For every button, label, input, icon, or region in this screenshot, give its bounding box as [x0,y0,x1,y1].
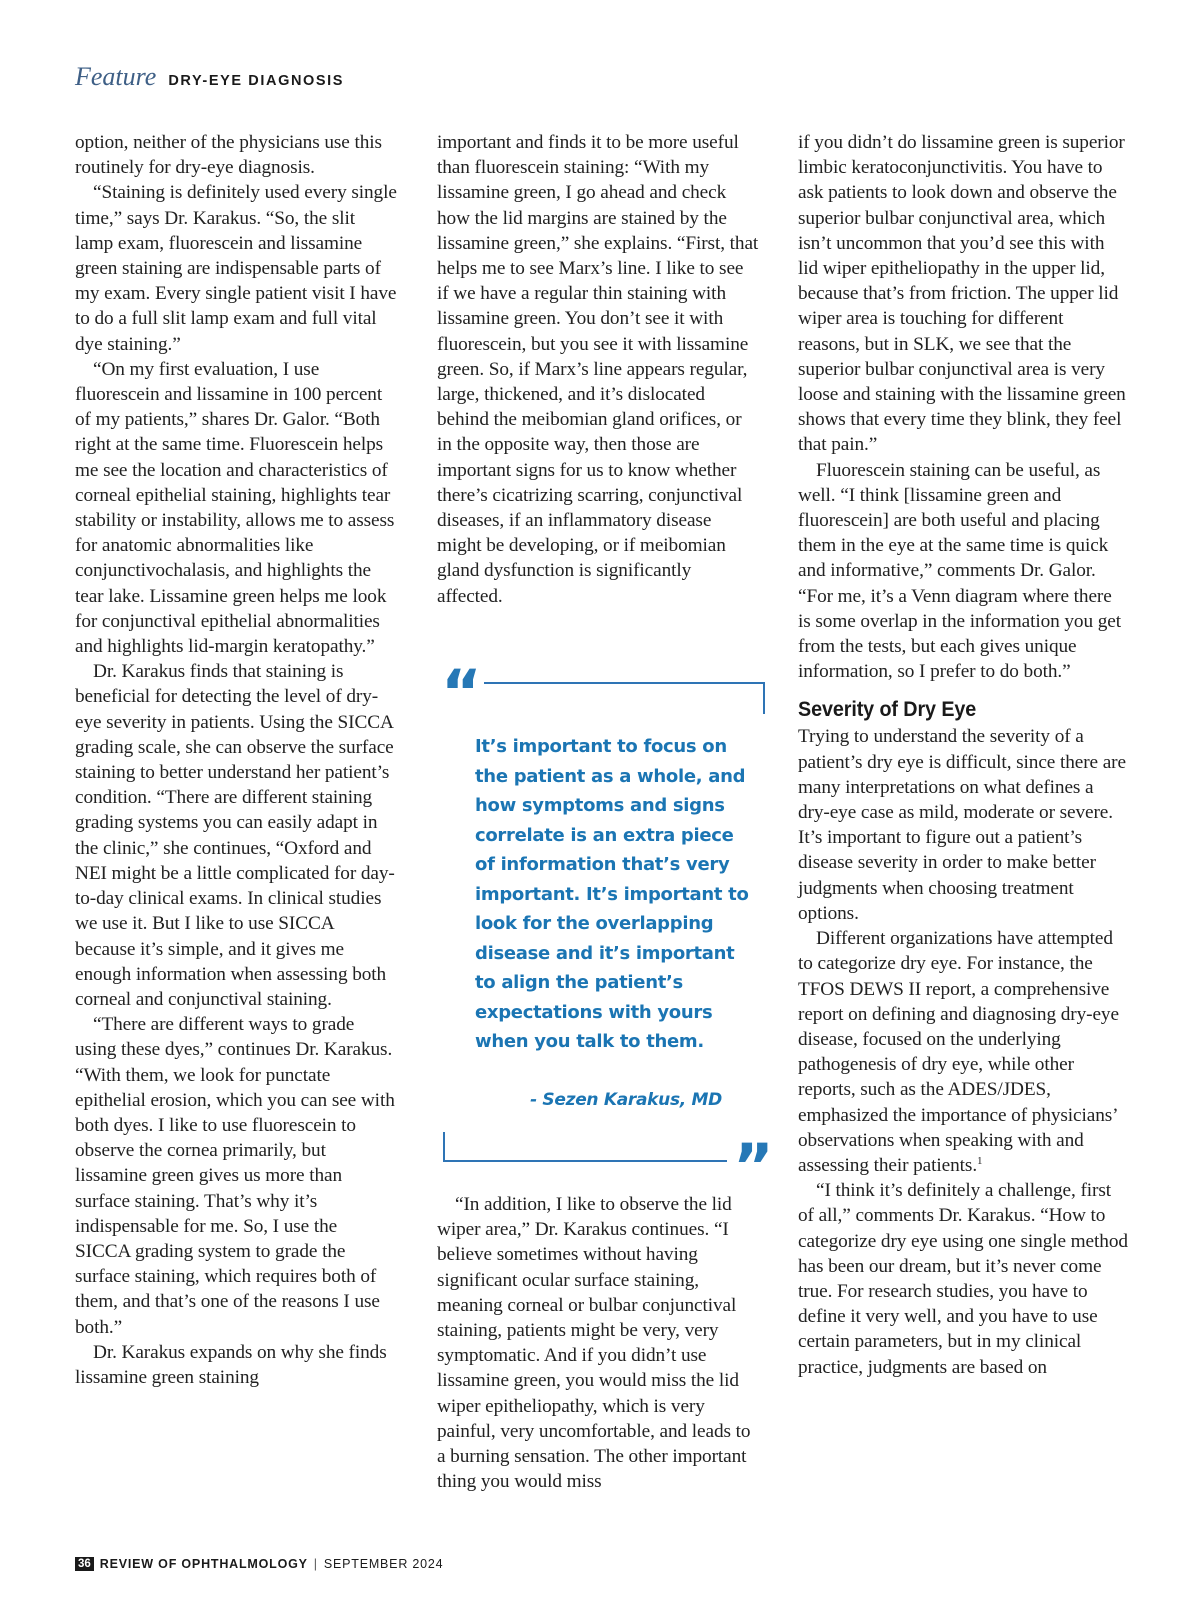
section-label: DRY-EYE DIAGNOSIS [168,73,345,89]
running-header [75,62,344,102]
paragraph-text: Different organizations have attempted to categorize dry eye. For instance, the TFOS DEWS II report, a comprehensive report on defining and diagnosing dry-eye disease, focused on the underlying pathogenesis of dry eye, while other reports, such as the ADES/JDES, emphasized the importance of physicians’ observations when speaking with and assessing their patients. [798,928,1119,1176]
paragraph: “There are different ways to grade using these dyes,” continues Dr. Karakus. “With them, we look for punctate epithelial erosion, which you can see with both dyes. I like to use fluorescein to observe the cornea primarily, but lissamine green gives us more than surface staining. That’s why it’s indispensable for me. So, I use the SICCA grading system to grade the surface staining, which requires both of them, and that’s one of the reasons I use both.” [75,1014,395,1338]
paragraph: Dr. Karakus expands on why she finds lissamine green staining [75,1341,387,1388]
paragraph: option, neither of the physicians use this routinely for dry-eye diagnosis. [75,132,382,179]
issue-date: SEPTEMBER 2024 [323,1557,444,1571]
pull-quote-text: It’s important to focus on the patient as a whole, and how symptoms and signs correlate is an extra piece of information that’s very important. It’s important to look for the overlapping disease and it’s important to align the patient’s expectations with yours when you talk to them. [475,736,749,1052]
article-column-3 [798,130,1128,1380]
pull-quote-bottom-tick [443,1132,445,1162]
pull-quote-bottom-rule [443,1160,727,1162]
paragraph: important and finds it to be more useful than fluorescein staining: “With my lissamine green, I go ahead and check how the lid margins are stained by the lissamine green,” she explains. “First, that helps me to see Marx’s line. I like to see if we have a regular thin staining with lissamine green. You don’t see it with fluorescein, but you see it with lissamine green. So, if Marx’s line appears regular, large, thickened, and it’s dislocated behind the meibomian gland orifices, or in the opposite way, then those are important signs for us to know whether there’s cicatrizing scarring, conjunctival diseases, if an inflammatory disease might be developing, or if meibomian gland dysfunction is significantly affected. [437,132,759,607]
pull-quote-top-tick [763,682,765,714]
paragraph: “Staining is definitely used every single time,” says Dr. Karakus. “So, the slit lamp exam, fluorescein and lissamine green staining are indispensable parts of my exam. Every single patient visit I have to do a full slit lamp exam and full vital dye staining.” [75,182,397,355]
open-quote-icon: “ [441,656,482,729]
article-column-1 [75,130,397,1390]
footer-separator: | [313,1557,318,1571]
paragraph: Dr. Karakus finds that staining is beneficial for detecting the level of dry-eye severity in patients. Using the SICCA grading scale, she can observe the surface staining to better understand her patient’s condition. “There are different staining grading systems you can easily adapt in the clinic,” she continues, “Oxford and NEI might be a little complicated for day-to-day clinical exams. In clinical studies we use it. But I like to use SICCA because it’s simple, and it gives me enough information when assessing both corneal and conjunctival staining. [75,661,395,1010]
page-number: 36 [75,1557,94,1571]
paragraph [798,926,1128,1178]
feature-label: Feature [75,62,157,91]
paragraph: Fluorescein staining can be useful, as well. “I think [lissamine green and fluorescein] are both useful and placing them in the eye at the same time is quick and informative,” comments Dr. Galor. “For me, it’s a Venn diagram where there is some overlap in the information you get from the tests, but each gives unique information, so I prefer to do both.” [798,459,1121,683]
publication-name: REVIEW OF OPHTHALMOLOGY [99,1557,308,1571]
pull-quote [437,656,774,1203]
reference-superscript: 1 [977,1154,983,1167]
paragraph: “In addition, I like to observe the lid wiper area,” Dr. Karakus continues. “I believe sometimes without having significant ocular surface staining, meaning corneal or bulbar conjunctival staining, patients might be very, very symptomatic. And if you didn’t use lissamine green, you would miss the lid wiper epitheliopathy, which is very painful, very uncomfortable, and leads to a burning sensation. The other important thing you would miss [437,1194,751,1493]
section-subhead: Severity of Dry Eye [798,698,977,722]
paragraph: “On my first evaluation, I use fluorescein and lissamine in 100 percent of my patients,” shares Dr. Galor. “Both right at the same time. Fluorescein helps me see the location and characteristics of corneal epithelial staining, highlights tear stability or instability, allows me to assess for anatomic abnormalities like conjunctivochalasis, and highlights the tear lake. Lissamine green helps me look for conjunctival epithelial abnormalities and highlights lid-margin keratopathy.” [75,358,395,658]
pull-quote-top-rule [484,682,765,684]
paragraph: if you didn’t do lissamine green is superior limbic keratoconjunctivitis. You have to ask patients to look down and observe the superior bulbar conjunctival area, which isn’t uncommon that you’d see this with lid wiper epitheliopathy in the upper lid, because that’s from friction. The upper lid wiper area is touching for different reasons, but in SLK, we see that the superior bulbar conjunctival area is very loose and staining with the lissamine green shows that every time they blink, they feel that pain.” [798,132,1126,456]
paragraph: “I think it’s definitely a challenge, first of all,” comments Dr. Karakus. “How to categorize dry eye using one single method has been our dream, but it’s never come true. For research studies, you have to define it very well, and you have to use certain parameters, but in my clinical practice, judgments are based on [798,1180,1128,1378]
close-quote-icon: ” [733,1130,774,1203]
pull-quote-attribution: - Sezen Karakus, MD [530,1090,722,1110]
article-column-2-continued [437,1192,759,1494]
article-column-2 [437,130,759,609]
paragraph: Trying to understand the severity of a patient’s dry eye is difficult, since there are many interpretations on what defines a dry-eye case as mild, moderate or severe. It’s important to figure out a patient’s disease severity in order to make better judgments when choosing treatment options. [798,726,1126,924]
page-footer [75,1557,443,1571]
